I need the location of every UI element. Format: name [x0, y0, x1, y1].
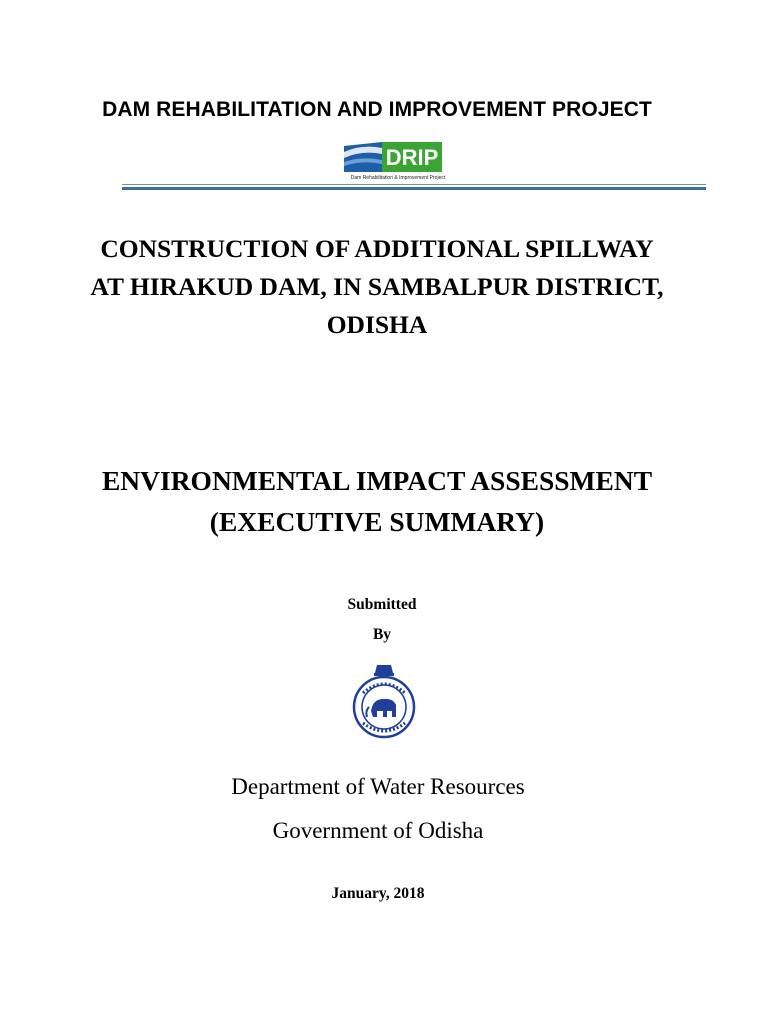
subject-line-3: ODISHA	[326, 310, 428, 339]
odisha-emblem	[349, 663, 419, 741]
submitted-by	[0, 590, 764, 650]
authority-block	[0, 765, 756, 853]
report-title-line-2: (EXECUTIVE SUMMARY)	[209, 506, 545, 537]
document-date: January, 2018	[331, 885, 425, 902]
department-name: Department of Water Resources	[231, 774, 525, 799]
subject-line-2: AT HIRAKUD DAM, IN SAMBALPUR DISTRICT,	[90, 272, 664, 301]
by-label: By	[372, 626, 392, 643]
subject-line-1: CONSTRUCTION OF ADDITIONAL SPILLWAY	[100, 234, 654, 263]
header-divider-thick	[122, 187, 706, 190]
subject-heading	[0, 230, 754, 344]
submitted-label: Submitted	[347, 596, 417, 613]
report-title-line-1: ENVIRONMENTAL IMPACT ASSESSMENT	[101, 465, 653, 496]
report-title	[0, 460, 754, 542]
drip-logo	[342, 138, 446, 182]
header-divider-thin	[122, 184, 706, 185]
project-title: DAM REHABILITATION AND IMPROVEMENT PROJECT	[102, 98, 652, 121]
logo-caption: Dam Rehabilitation & Improvement Project	[350, 175, 446, 181]
government-name: Government of Odisha	[272, 818, 484, 843]
logo-text: DRIP	[385, 145, 439, 170]
